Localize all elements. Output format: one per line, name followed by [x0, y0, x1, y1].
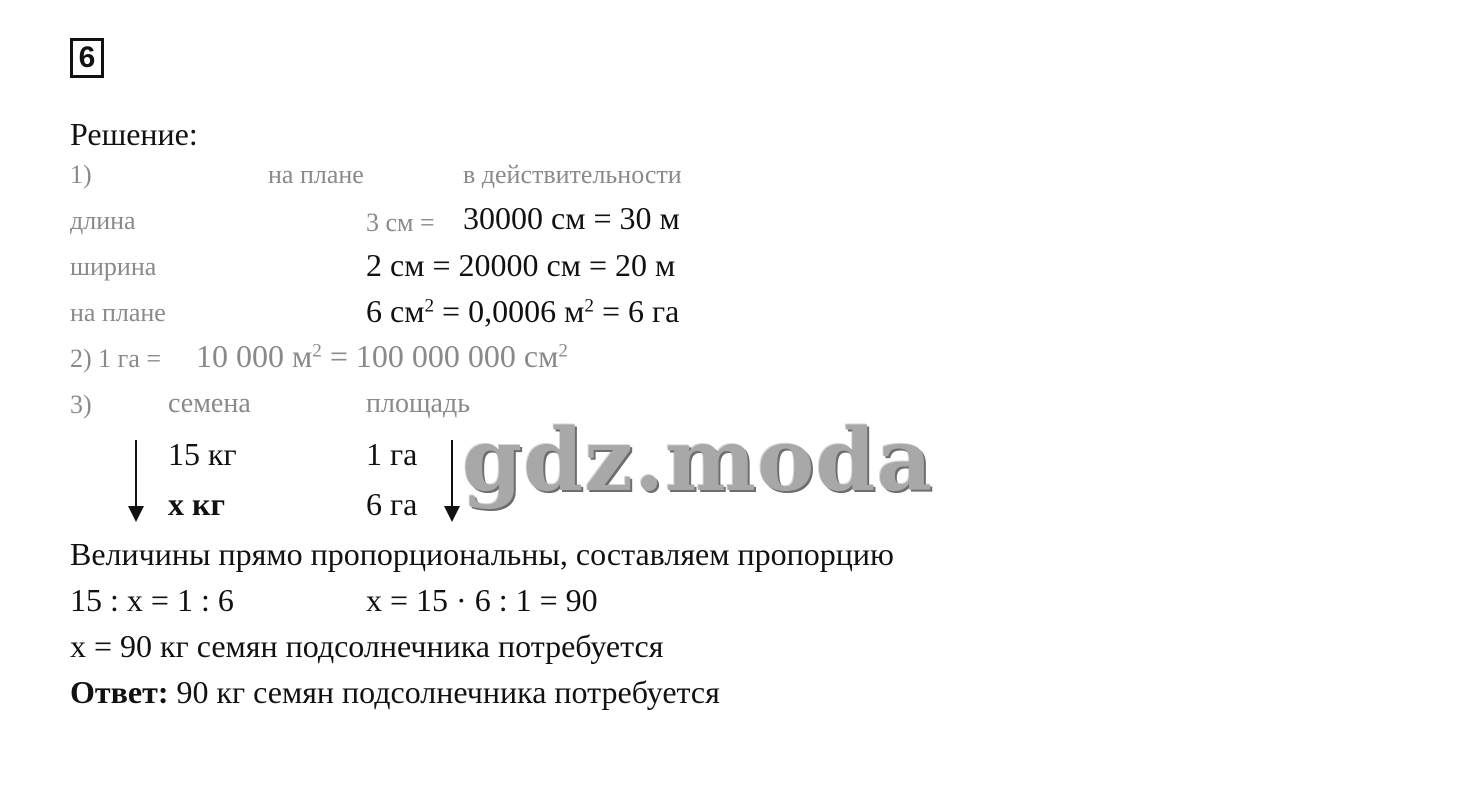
step3-label: 3): [70, 390, 92, 419]
row2-seeds: х кг: [168, 486, 225, 522]
row1-area: 1 га: [366, 436, 418, 472]
step2-label: 2) 1 га =: [70, 344, 162, 373]
watermark-logo: gdz.moda: [462, 410, 934, 511]
area-tail: = 6 га: [593, 293, 680, 329]
proportion-left: 15 : х = 1 : 6: [70, 582, 234, 618]
column-plan-header: на плане: [268, 160, 364, 189]
area-prefix: 6 см: [366, 293, 425, 329]
down-arrow-seeds-icon: [124, 438, 148, 524]
solution-heading: Решение:: [70, 116, 198, 152]
step2-value-b: = 100 000 000 см: [321, 338, 559, 374]
column-real-header: в действительности: [463, 160, 682, 189]
step2-value-a: 10 000 м: [196, 338, 313, 374]
area-sup-1: 2: [424, 295, 435, 317]
area-sup-2: 2: [584, 295, 594, 317]
down-arrow-area-icon: [440, 438, 464, 524]
length-label: длина: [70, 206, 136, 235]
width-value: 2 см = 20000 см = 20 м: [366, 247, 676, 283]
step2-sup-2: 2: [558, 340, 568, 362]
result-line: х = 90 кг семян подсолнечника потребуется: [70, 628, 664, 664]
answer-line: [70, 676, 720, 708]
area-value: [366, 295, 679, 327]
proportion-right: х = 15 · 6 : 1 = 90: [366, 582, 598, 618]
answer-label: Ответ:: [70, 674, 169, 710]
row1-seeds: 15 кг: [168, 436, 237, 472]
step1-label: 1): [70, 160, 92, 189]
area-mid: = 0,0006 м: [434, 293, 585, 329]
column-seeds-header: семена: [168, 388, 251, 419]
proportional-statement: Величины прямо пропорциональны, составляем пропорцию: [70, 536, 894, 572]
column-area-header: площадь: [366, 388, 470, 419]
step2-sup-1: 2: [312, 340, 322, 362]
area-label: на плане: [70, 298, 166, 327]
step2-value: [196, 340, 568, 372]
row2-area: 6 га: [366, 486, 418, 522]
task-number-box: 6: [70, 38, 104, 78]
answer-text: 90 кг семян подсолнечника потребуется: [168, 674, 720, 710]
length-real-value: 30000 см = 30 м: [463, 200, 680, 236]
width-label: ширина: [70, 252, 157, 281]
length-plan-value: 3 см =: [366, 208, 435, 237]
